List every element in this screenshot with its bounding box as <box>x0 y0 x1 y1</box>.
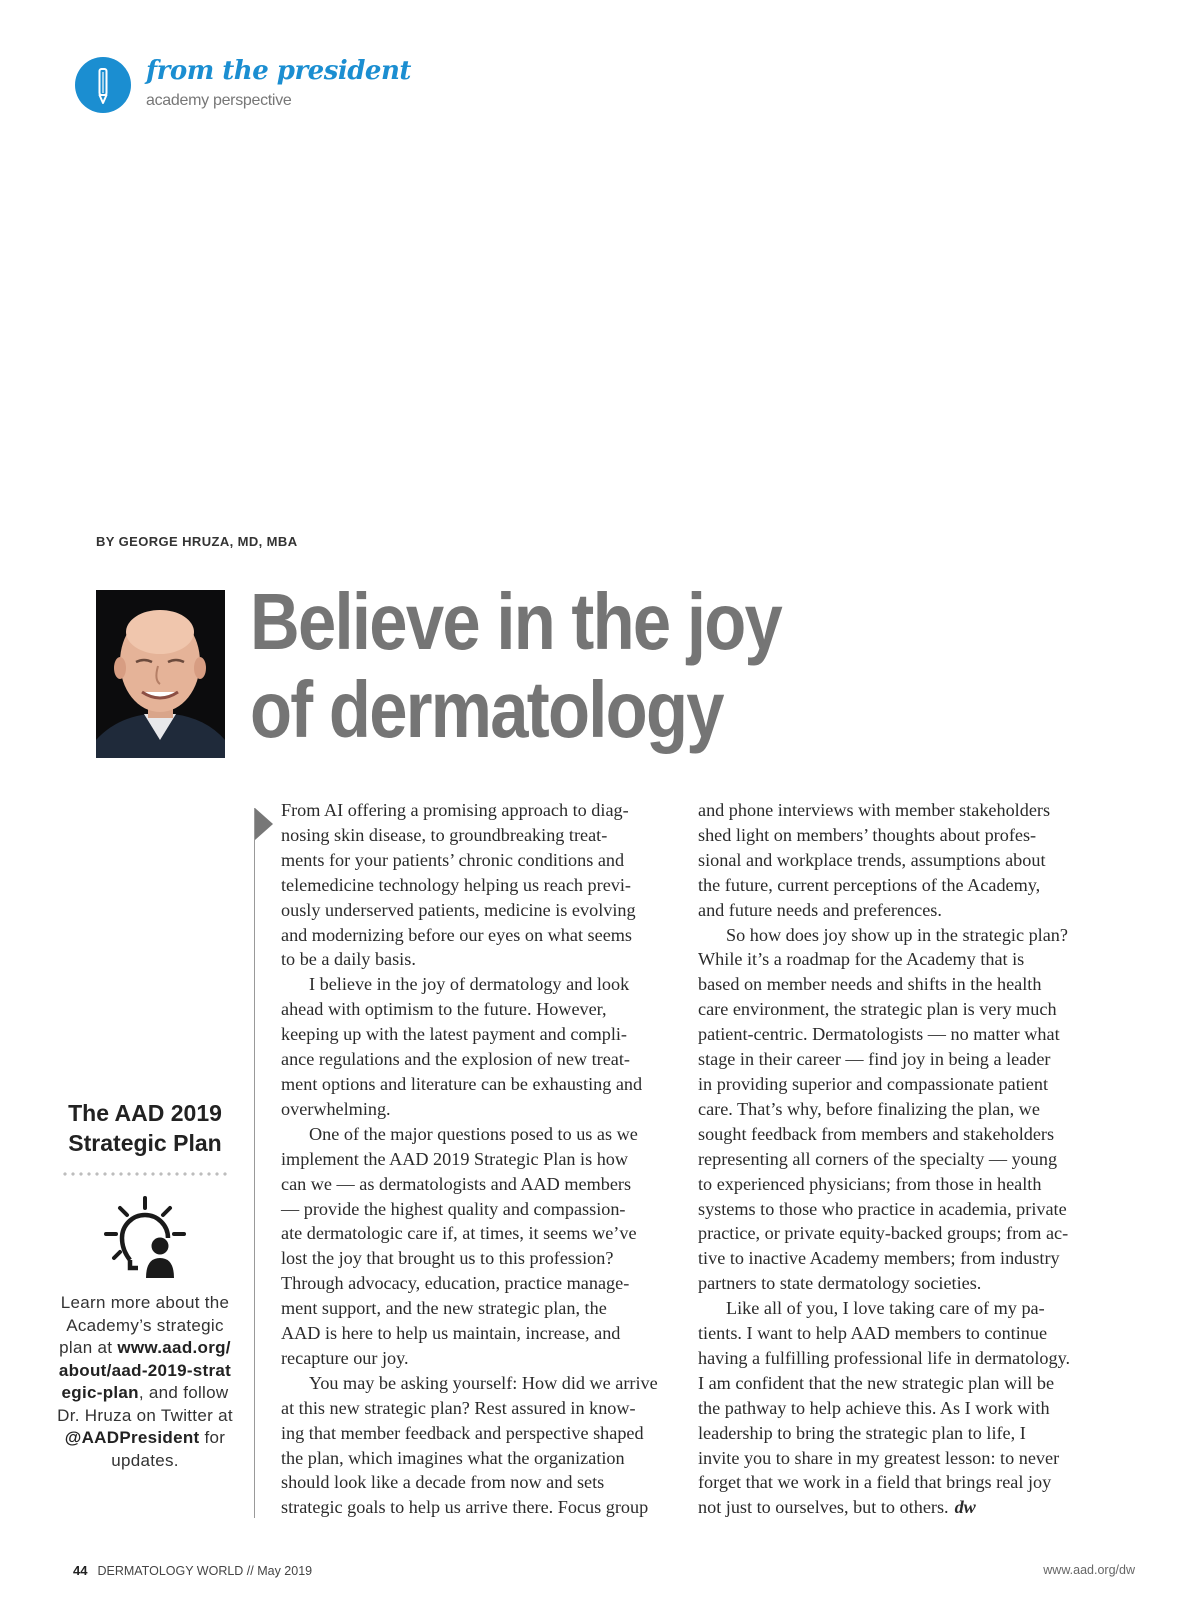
text-line: sional and workplace trends, assumptions about <box>698 849 1046 870</box>
text-line: ments for your patients’ chronic conditions and <box>281 849 625 870</box>
text-line: care environment, the strategic plan is very much <box>698 999 1057 1020</box>
text-line: invite you to share in my greatest lesson: to never <box>698 1447 1060 1468</box>
page-number: 44 <box>73 1563 88 1578</box>
text-line: You may be asking yourself: How did we arrive <box>309 1372 658 1393</box>
section-title: from the president <box>146 56 411 86</box>
text-line: — provide the highest quality and compassion- <box>281 1198 626 1219</box>
text-line: ment options and literature can be exhausting and <box>281 1073 643 1094</box>
text-line: stage in their career — find joy in being a leader <box>698 1049 1051 1070</box>
text-line: based on member needs and shifts in the health <box>698 974 1042 995</box>
text-line: not just to ourselves, but to others. dw <box>698 1497 976 1518</box>
text-line: to be a daily basis. <box>281 949 416 970</box>
text-line: practice, or private equity-backed groups; from ac- <box>698 1223 1069 1244</box>
text-line: tients. I want to help AAD members to continue <box>698 1323 1048 1344</box>
text-line: having a fulfilling professional life in dermatology. <box>698 1347 1071 1368</box>
sidebar-title: The AAD 2019 Strategic Plan <box>68 1100 222 1156</box>
text-line: So how does joy show up in the strategic plan? <box>726 924 1068 945</box>
text-line: in providing superior and compassionate patient <box>698 1073 1049 1094</box>
text-line: care. That’s why, before finalizing the plan, we <box>698 1098 1040 1119</box>
lightbulb-person-icon <box>100 1194 190 1284</box>
text-line: can we — as dermatologists and AAD members <box>281 1173 632 1194</box>
article-paragraph <box>281 972 676 1121</box>
text-line: and future needs and preferences. <box>698 899 942 920</box>
text-line: should look like a decade from now and sets <box>281 1472 605 1493</box>
text-line: ment support, and the new strategic plan, the <box>281 1298 607 1319</box>
dotted-divider <box>61 1172 229 1176</box>
text-line: Through advocacy, education, practice manage- <box>281 1273 630 1294</box>
text-line: leadership to bring the strategic plan to life, I <box>698 1422 1026 1443</box>
text-line: representing all corners of the specialty — young <box>698 1148 1058 1169</box>
sidebar-callout <box>56 1098 234 1472</box>
author-photo <box>96 590 225 758</box>
text-line: partners to state dermatology societies. <box>698 1273 982 1294</box>
text-line: and modernizing before our eyes on what seems <box>281 924 633 945</box>
article-paragraph <box>698 923 1098 1297</box>
text-line: the pathway to help achieve this. As I work with <box>698 1397 1050 1418</box>
text-line: implement the AAD 2019 Strategic Plan is how <box>281 1148 629 1169</box>
pencil-icon <box>75 57 131 113</box>
text-line: and phone interviews with member stakeholders <box>698 800 1051 820</box>
text-line: ance regulations and the explosion of new treat- <box>281 1049 630 1070</box>
text-line: tive to inactive Academy members; from industry <box>698 1248 1060 1269</box>
text-line: the future, current perceptions of the Academy, <box>698 874 1041 895</box>
sidebar-text: Learn more about the Academy’s strategic plan at www.aad.org/about/aad-2019-strategic-plan, and follow Dr. Hruza on Twitter at @AADPresident for updates. <box>57 1293 233 1470</box>
text-line: lost the joy that brought us to this profession? <box>281 1248 614 1269</box>
text-line: One of the major questions posed to us as we <box>309 1123 638 1144</box>
article-paragraph <box>281 1371 676 1520</box>
text-line: While it’s a roadmap for the Academy that is <box>698 949 1025 970</box>
article-paragraph <box>698 798 1098 923</box>
column-rule <box>254 808 255 1518</box>
text-line: nosing skin disease, to groundbreaking treat- <box>281 824 608 845</box>
article-paragraph <box>698 1296 1098 1520</box>
article-headline: Believe in the joy of dermatology <box>250 577 782 754</box>
text-line: ing that member feedback and perspective shaped <box>281 1422 644 1443</box>
strategic-plan-link[interactable]: www.aad.org/about/aad-2019-strategic-plan <box>58 1338 232 1402</box>
text-line: AAD is here to help us maintain, increase, and <box>281 1323 621 1344</box>
article-column-2 <box>698 798 1098 1520</box>
text-line: From AI offering a promising approach to diag- <box>281 800 629 820</box>
text-line: keeping up with the latest payment and compli- <box>281 1024 627 1045</box>
text-line: shed light on members’ thoughts about profes- <box>698 824 1037 845</box>
article-paragraph <box>281 798 676 972</box>
text-line: at this new strategic plan? Rest assured in know- <box>281 1397 636 1418</box>
text-line: forget that we work in a field that brings real joy <box>698 1472 1052 1493</box>
text-line: overwhelming. <box>281 1098 391 1119</box>
footer-url[interactable]: www.aad.org/dw <box>1043 1563 1135 1577</box>
text-line: telemedicine technology helping us reach previ- <box>281 874 631 895</box>
text-line: to experienced physicians; from those in health <box>698 1173 1042 1194</box>
text-line: patient-centric. Dermatologists — no matter what <box>698 1024 1060 1045</box>
byline: BY GEORGE HRUZA, MD, MBA <box>96 534 298 549</box>
article-paragraph <box>281 1122 676 1371</box>
text-line: the plan, which imagines what the organization <box>281 1447 625 1468</box>
signoff-mark: dw <box>954 1497 976 1518</box>
text-line: ahead with optimism to the future. However, <box>281 999 607 1020</box>
text-line: ate dermatologic care if, at times, it seems we’ve <box>281 1223 637 1244</box>
twitter-handle[interactable]: @AADPresident <box>64 1428 200 1447</box>
section-subtitle: academy perspective <box>146 92 292 109</box>
text-line: sought feedback from members and stakeholders <box>698 1123 1055 1144</box>
text-line: I believe in the joy of dermatology and look <box>309 974 630 995</box>
text-line: Like all of you, I love taking care of my pa- <box>726 1298 1045 1319</box>
section-badge <box>75 57 131 113</box>
article-column-1 <box>281 798 676 1520</box>
text-line: systems to those who practice in academia, private <box>698 1198 1067 1219</box>
text-line: recapture our joy. <box>281 1347 409 1368</box>
publication-name: DERMATOLOGY WORLD // May 2019 <box>97 1564 313 1578</box>
text-line: I am confident that the new strategic plan will be <box>698 1372 1055 1393</box>
lead-arrow-icon <box>255 808 273 840</box>
footer-folio <box>73 1563 312 1578</box>
text-line: strategic goals to help us arrive there. Focus group <box>281 1497 649 1518</box>
text-line: ously underserved patients, medicine is evolving <box>281 899 636 920</box>
